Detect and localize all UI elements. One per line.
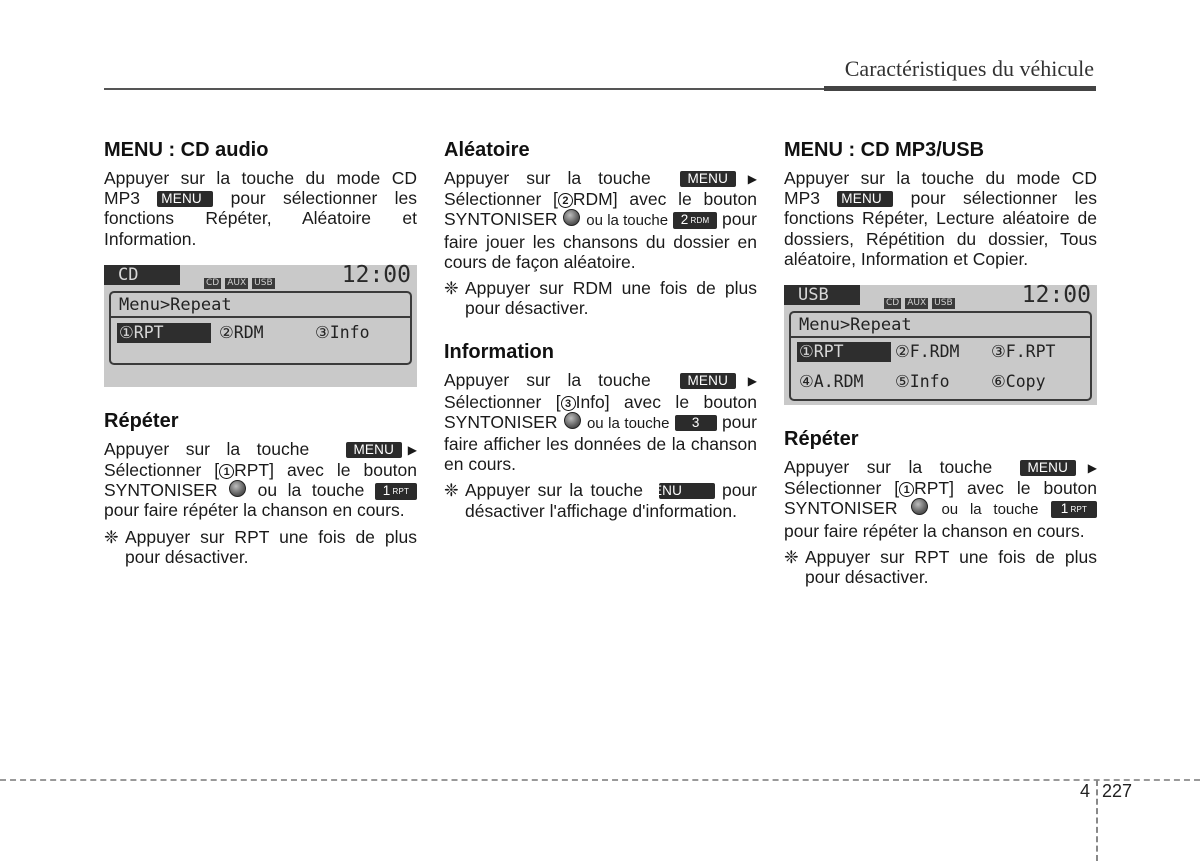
- text: Info] avec le bouton SYNTONISER: [444, 391, 758, 432]
- column-3: [784, 138, 1097, 587]
- menu-button-icon: MENU: [837, 191, 893, 207]
- text: pour faire répéter la chanson en cours.: [784, 520, 1085, 541]
- paragraph-aleatoire: [444, 168, 757, 272]
- lcd-badge-aux: AUX: [227, 277, 247, 288]
- header-rule-accent: [824, 86, 1096, 91]
- footer-divider: [0, 779, 1200, 781]
- text: Appuyer sur RDM une fois de plus pour désactiver.: [465, 278, 757, 319]
- lcd-screen-usb: [784, 282, 1097, 405]
- lcd-item-rpt: ①RPT: [117, 323, 211, 343]
- lcd-badge-cd: CD: [206, 277, 220, 288]
- note-mark-icon: ❈: [104, 526, 119, 547]
- column-1: [104, 138, 417, 567]
- lcd-clock: 12:00: [1021, 282, 1091, 309]
- note-repeter: [784, 547, 1097, 587]
- text: Appuyer sur la touche: [444, 168, 651, 188]
- text: RPT] avec le bouton SYNTONISER: [784, 478, 1098, 519]
- lcd-item-info: ③Info: [315, 322, 370, 342]
- lcd-item-f-rdm: ②F.RDM: [895, 342, 960, 362]
- text: Sélectionner [: [444, 189, 558, 210]
- note-aleatoire: [444, 278, 757, 318]
- tune-knob-icon: [911, 498, 928, 515]
- menu-button-icon: MENU: [346, 442, 402, 458]
- section-title-cd-mp3-usb: MENU : CD MP3/USB: [784, 139, 985, 161]
- text: Appuyer sur la touche: [104, 438, 310, 459]
- lcd-mode-label: USB: [784, 285, 860, 305]
- text: ou la touche: [586, 212, 669, 230]
- text: RPT] avec le bouton SYNTONISER: [104, 460, 418, 501]
- menu-button-icon: MENU: [680, 171, 736, 187]
- text: pour sélectionner les fonctions Répéter, Aléatoire et Information.: [104, 188, 417, 249]
- lcd-item-rpt: ①RPT: [797, 342, 891, 362]
- circled-number-icon: 1: [899, 482, 914, 497]
- text: Appuyer sur la touche: [444, 370, 651, 391]
- arrow-right-icon: ▶: [747, 172, 757, 186]
- lcd-item-copy: ⑥Copy: [991, 372, 1046, 392]
- text: Appuyer sur la touche: [465, 480, 644, 501]
- paragraph-information: [444, 370, 757, 474]
- section-title-repeter: Répéter: [104, 409, 179, 432]
- text: Sélectionner [: [784, 478, 900, 499]
- menu-button-icon: MENU: [659, 483, 715, 499]
- note-mark-icon: ❈: [784, 546, 799, 567]
- column-2: [444, 138, 757, 521]
- lcd-clock: 12:00: [341, 261, 411, 288]
- arrow-right-icon: ▶: [747, 374, 757, 389]
- circled-number-icon: 1: [219, 464, 234, 479]
- lcd-badge-cd: CD: [886, 298, 900, 309]
- note-mark-icon: ❈: [444, 480, 459, 501]
- lcd-badge-usb: USB: [934, 298, 953, 309]
- lcd-badge-usb: USB: [254, 277, 273, 288]
- lcd-divider: [791, 336, 1090, 338]
- text: pour faire répéter la chanson en cours.: [104, 500, 405, 521]
- circled-number-icon: 3: [561, 396, 576, 411]
- page-header-title: Caractéristiques du véhicule: [844, 56, 1094, 81]
- text: Sélectionner [: [104, 460, 220, 481]
- menu-button-icon: MENU: [680, 373, 736, 389]
- arrow-right-icon: ▶: [407, 442, 417, 457]
- tune-knob-icon: [564, 412, 581, 429]
- preset-key-icon: 3: [675, 415, 717, 431]
- text: Appuyer sur la touche du mode CD MP3: [104, 168, 417, 209]
- text: Sélectionner [: [444, 391, 561, 412]
- lcd-divider: [111, 316, 410, 318]
- menu-button-icon: MENU: [157, 191, 213, 207]
- preset-key-icon: 1 $_{RPT}$: [1051, 501, 1097, 518]
- paragraph-repeter: [784, 457, 1097, 541]
- lcd-menu-path: Menu>Repeat: [799, 315, 912, 336]
- circled-number-icon: 2: [558, 193, 573, 208]
- text: pour sélectionner les fonctions Répéter, Lecture aléatoire de dossiers, Répétition du dossier, Tous aléatoire, Information et Copier.: [784, 188, 1097, 269]
- text: ou la touche: [586, 414, 670, 432]
- text: Appuyer sur la touche du mode CD MP3: [784, 168, 1097, 209]
- text: pour faire jouer les chansons du dossier en cours de façon aléatoire.: [444, 209, 757, 272]
- text: pour faire afficher les données de la chanson en cours.: [444, 411, 757, 475]
- page-number: 227: [1102, 781, 1133, 801]
- lcd-menu-path: Menu>Repeat: [119, 294, 232, 315]
- footer-page-divider: [1096, 780, 1098, 861]
- section-title-aleatoire: Aléatoire: [444, 139, 530, 161]
- note-repeter: [104, 527, 417, 567]
- menu-button-icon: MENU: [1020, 460, 1076, 476]
- text: Appuyer sur la touche: [784, 457, 993, 478]
- note-mark-icon: ❈: [444, 278, 459, 299]
- lcd-badge-aux: AUX: [907, 298, 927, 309]
- chapter-number: 4: [1080, 781, 1091, 801]
- paragraph-cd-mp3-usb: [784, 168, 1097, 269]
- paragraph-cd-audio: [104, 168, 417, 249]
- preset-key-icon: 2 $_{RDM}$: [673, 212, 717, 229]
- tune-knob-icon: [563, 209, 580, 226]
- lcd-item-f-rpt: ③F.RPT: [991, 342, 1056, 362]
- text: ou la touche: [257, 480, 365, 501]
- arrow-right-icon: ▶: [1087, 461, 1097, 476]
- lcd-item-rdm: ②RDM: [219, 322, 264, 342]
- text: ou la touche: [941, 501, 1039, 519]
- lcd-item-a-rdm: ④A.RDM: [799, 372, 864, 392]
- preset-key-icon: 1 $_{RPT}$: [375, 483, 417, 500]
- tune-knob-icon: [229, 480, 246, 497]
- note-information: [444, 480, 757, 520]
- lcd-item-info: ⑤Info: [895, 372, 950, 392]
- section-title-information: Information: [444, 341, 554, 364]
- text: RDM] avec le bouton SYNTONISER: [444, 189, 757, 230]
- text: pour désactiver l'affichage d'information.: [465, 480, 757, 521]
- lcd-mode-label: CD: [104, 265, 180, 285]
- text: Appuyer sur RPT une fois de plus pour désactiver.: [805, 546, 1097, 588]
- section-title-repeter: Répéter: [784, 428, 859, 451]
- lcd-screen-cd: [104, 261, 417, 387]
- paragraph-repeter: [104, 439, 417, 521]
- text: Appuyer sur RPT une fois de plus pour désactiver.: [125, 526, 417, 567]
- section-title-cd-audio: MENU : CD audio: [104, 139, 269, 161]
